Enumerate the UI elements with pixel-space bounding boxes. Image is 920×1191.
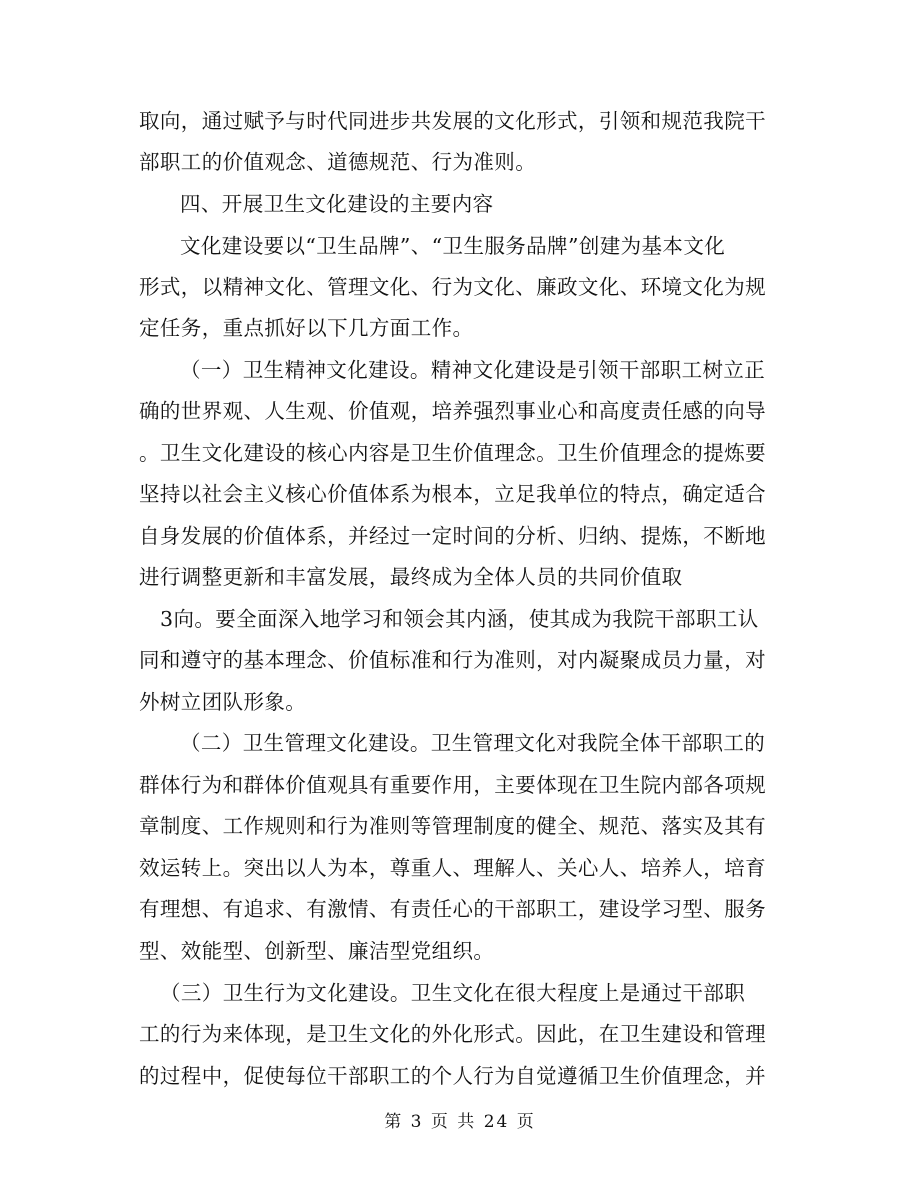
- text-line-23: 工的行为来体现，是卫生文化的外化形式。因此，在卫生建设和管理: [139, 1022, 766, 1046]
- text-line-8: 确的世界观、人生观、价值观，培养强烈事业心和高度责任感的向导: [139, 399, 766, 423]
- text-line-6: 定任务，重点抓好以下几方面工作。: [139, 316, 474, 340]
- subsection-2-start: （二）卫生管理文化建设。卫生管理文化对我院全体干部职工的: [180, 731, 766, 755]
- text-line-18: 章制度、工作规则和行为准则等管理制度的健全、规范、落实及其有: [139, 814, 766, 838]
- subsection-1-start: （一）卫生精神文化建设。精神文化建设是引领干部职工树立正: [180, 358, 766, 382]
- text-line-19: 效运转上。突出以人为本，尊重人、理解人、关心人、培养人，培育: [139, 856, 766, 880]
- text-line-21: 型、效能型、创新型、廉洁型党组织。: [139, 939, 495, 963]
- text-line-10: 坚持以社会主义核心价值体系为根本，立足我单位的特点，确定适合: [139, 482, 766, 506]
- text-line-11: 自身发展的价值体系，并经过一定时间的分析、归纳、提炼，不断地: [139, 524, 766, 548]
- text-line-5: 形式，以精神文化、管理文化、行为文化、廉政文化、环境文化为规: [139, 275, 766, 299]
- subsection-3-start: （三）卫生行为文化建设。卫生文化在很大程度上是通过干部职: [160, 981, 746, 1005]
- text-line-12: 进行调整更新和丰富发展，最终成为全体人员的共同价值取: [139, 565, 683, 589]
- text-line-20: 有理想、有追求、有激情、有责任心的干部职工，建设学习型、服务: [139, 897, 766, 921]
- text-line-17: 群体行为和群体价值观具有重要作用，主要体现在卫生院内部各项规: [139, 773, 766, 797]
- text-line-9: 。卫生文化建设的核心内容是卫生价值理念。卫生价值理念的提炼要: [139, 441, 766, 465]
- section-heading-4: 四、开展卫生文化建设的主要内容: [180, 192, 494, 216]
- page-number-footer: 第 3 页 共 24 页: [384, 1112, 536, 1132]
- text-line-2: 部职工的价值观念、道德规范、行为准则。: [139, 150, 537, 174]
- text-line-13: 3向。要全面深入地学习和领会其内涵，使其成为我院干部职工认: [160, 607, 759, 631]
- text-line-4: 文化建设要以“卫生品牌”、“卫生服务品牌”创建为基本文化: [180, 234, 726, 258]
- text-line-24: 的过程中，促使每位干部职工的个人行为自觉遵循卫生价值理念，并: [139, 1064, 766, 1088]
- text-line-15: 外树立团队形象。: [139, 690, 307, 714]
- text-line-1: 取向，通过赋予与时代同进步共发展的文化形式，引领和规范我院干: [139, 109, 766, 133]
- text-line-14: 同和遵守的基本理念、价值标准和行为准则，对内凝聚成员力量，对: [139, 648, 766, 672]
